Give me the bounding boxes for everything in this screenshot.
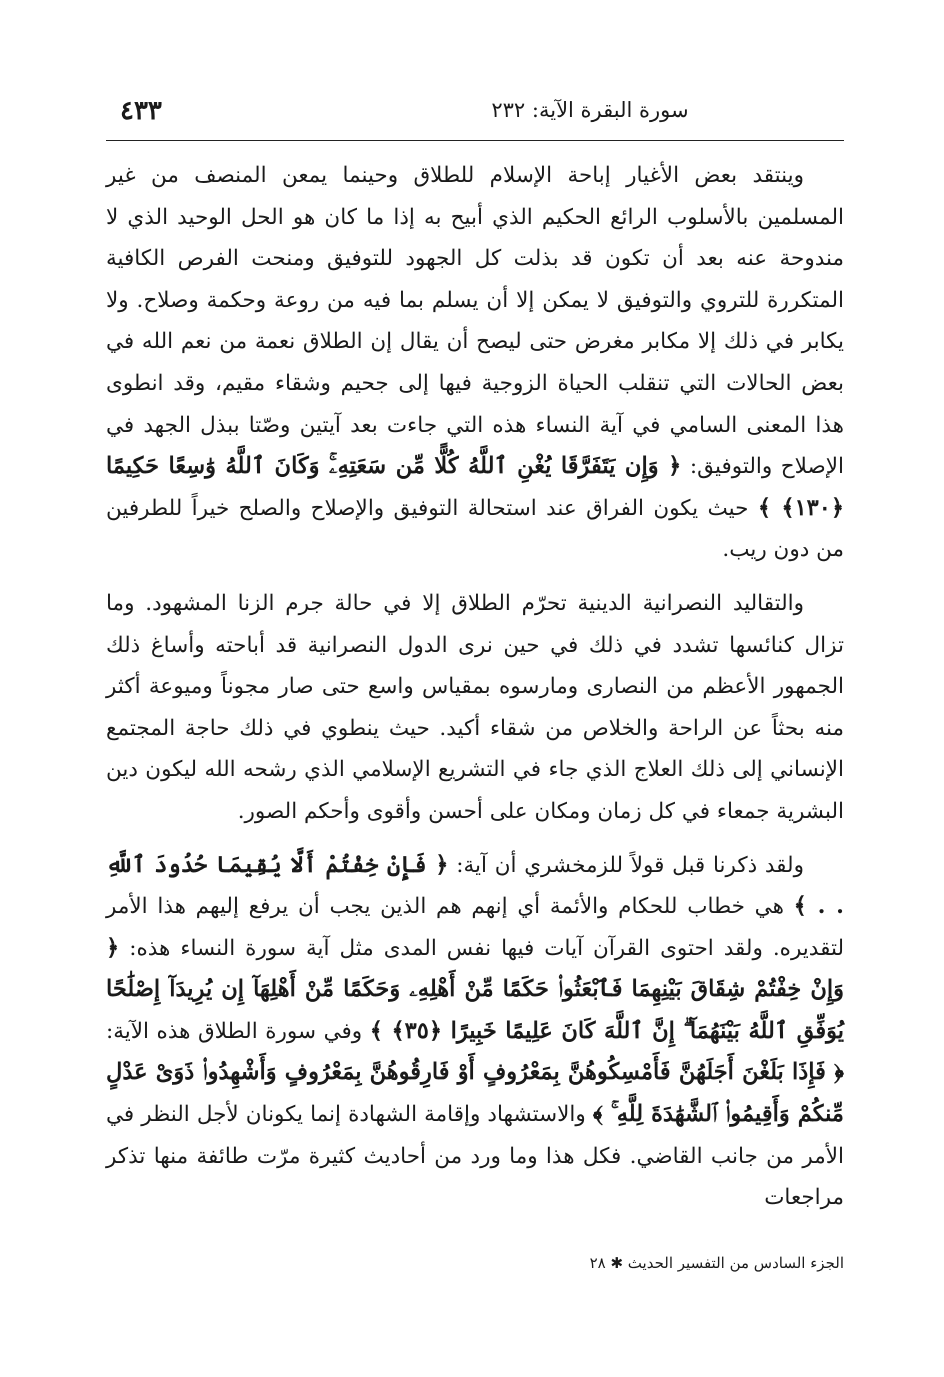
header-rule	[106, 140, 844, 141]
page-number: ٤٣٣	[120, 96, 162, 126]
quran-verse-3: ﴿ وَإِنْ خِفْتُمْ شِقَاقَ بَيْنِهِمَا فَٱبْعَثُوا۟ حَكَمًا مِّنْ أَهْلِهِۦ وَحَكَمًا مِّنْ أَهْلِهَآ إِن يُرِيدَآ إِصْلَٰحًا يُوَفِّقِ ٱللَّهُ بَيْنَهُمَآ ۗ إِنَّ ٱللَّهَ كَانَ عَلِيمًا خَبِيرًا ﴿٣٥﴾ ﴾	[106, 934, 845, 1044]
quran-verse-2: ﴿ فَإِنْ خِفْتُمْ أَلَّا يُقِيمَا حُدُودَ ٱللَّهِ . . ﴾	[106, 851, 844, 920]
body-text	[106, 155, 844, 1219]
paragraph-3-text-2: هي خطاب للحكام والأئمة أي إنهم هم الذين يجب أن يرفع إليهم هذا الأمر لتقديره. ولقد احتوى القرآن آيات فيها نفس المدى مثل آية سورة النساء هذه:	[106, 894, 844, 961]
quran-verse-1: ﴿ وَإِن يَتَفَرَّقَا يُغْنِ ٱللَّهُ كُلًّا مِّن سَعَتِهِۦۚ وَكَانَ ٱللَّهُ وَٰسِعًا حَكِيمًا ﴿١٣٠﴾ ﴾	[106, 453, 845, 521]
quran-verse-4: ﴿ فَإِذَا بَلَغْنَ أَجَلَهُنَّ فَأَمْسِكُوهُنَّ بِمَعْرُوفٍ أَوْ فَارِقُوهُنَّ بِمَعْرُوفٍ وَأَشْهِدُوا۟ ذَوَىْ عَدْلٍ مِّنكُمْ وَأَقِيمُوا۟ ٱلشَّهَٰدَةَ لِلَّهِ ۚ ﴾	[106, 1059, 844, 1128]
paragraph-3-text-3: وفي سورة الطلاق هذه الآية:	[106, 1018, 363, 1044]
page-header	[120, 96, 840, 136]
paragraph-3-text-1: ولقد ذكرنا قبل قولاً للزمخشري أن آية:	[456, 852, 804, 878]
paragraph-2	[106, 583, 844, 833]
paragraph-1-text-before: وينتقد بعض الأغيار إباحة الإسلام للطلاق وحينما يمعن المنصف من غير المسلمين بالأسلوب الرائع الحكيم الذي أبيح به إذا ما كان هو الحل الوحيد الذي لا مندوحة عنه بعد أن تكون قد بذلت كل الجهود للتوفيق ومنحت الفرص الكافية المتكررة للتروي والتوفيق لا يمكن إلا أن يسلم بما فيه من روعة وحكمة وصلاح. ولا يكابر في ذلك إلا مكابر مغرض حتى ليصح أن يقال إن الطلاق نعمة من نعم الله في بعض الحالات التي تنقلب الحياة الزوجية فيها إلى جحيم وشقاء مقيم، وقد انطوى هذا المعنى السامي في آية النساء هذه التي جاءت بعد آيتين وصّتا ببذل الجهد في الإصلاح والتوفيق:	[106, 163, 845, 480]
paragraph-2-text: والتقاليد النصرانية الدينية تحرّم الطلاق إلا في حالة جرم الزنا المشهود. وما تزال كنائسها تشدد في ذلك في حين نرى الدول النصرانية قد أباحته وأساغ ذلك الجمهور الأعظم من النصارى ومارسوه بمقياس واسع حتى صار مجوناً وميوعة أكثر منه بحثاً عن الراحة والخلاص من شقاء أكيد. حيث ينطوي في ذلك حاجة المجتمع الإنساني إلى ذلك العلاج الذي جاء في التشريع الإسلامي الذي رشحه الله ليكون دين البشرية جمعاء في كل زمان ومكان على أحسن وأقوى وأحكم الصور.	[106, 590, 845, 824]
paragraph-3-text-4: والاستشهاد وإقامة الشهادة إنما يكونان لأجل النظر في الأمر من جانب القاضي. فكل هذا وما ورد من أحاديث كثيرة مرّت طائفة منها تذكر مراجعات	[106, 1102, 844, 1211]
page-footer: الجزء السادس من التفسير الحديث ✱ ٢٨	[589, 1254, 844, 1272]
paragraph-3	[106, 845, 844, 1219]
paragraph-1-text-after: حيث يكون الفراق عند استحالة التوفيق والإصلاح والصلح خيراً للطرفين من دون ريب.	[106, 495, 844, 563]
running-title: سورة البقرة الآية: ٢٣٢	[491, 98, 689, 122]
paragraph-1	[106, 155, 844, 571]
